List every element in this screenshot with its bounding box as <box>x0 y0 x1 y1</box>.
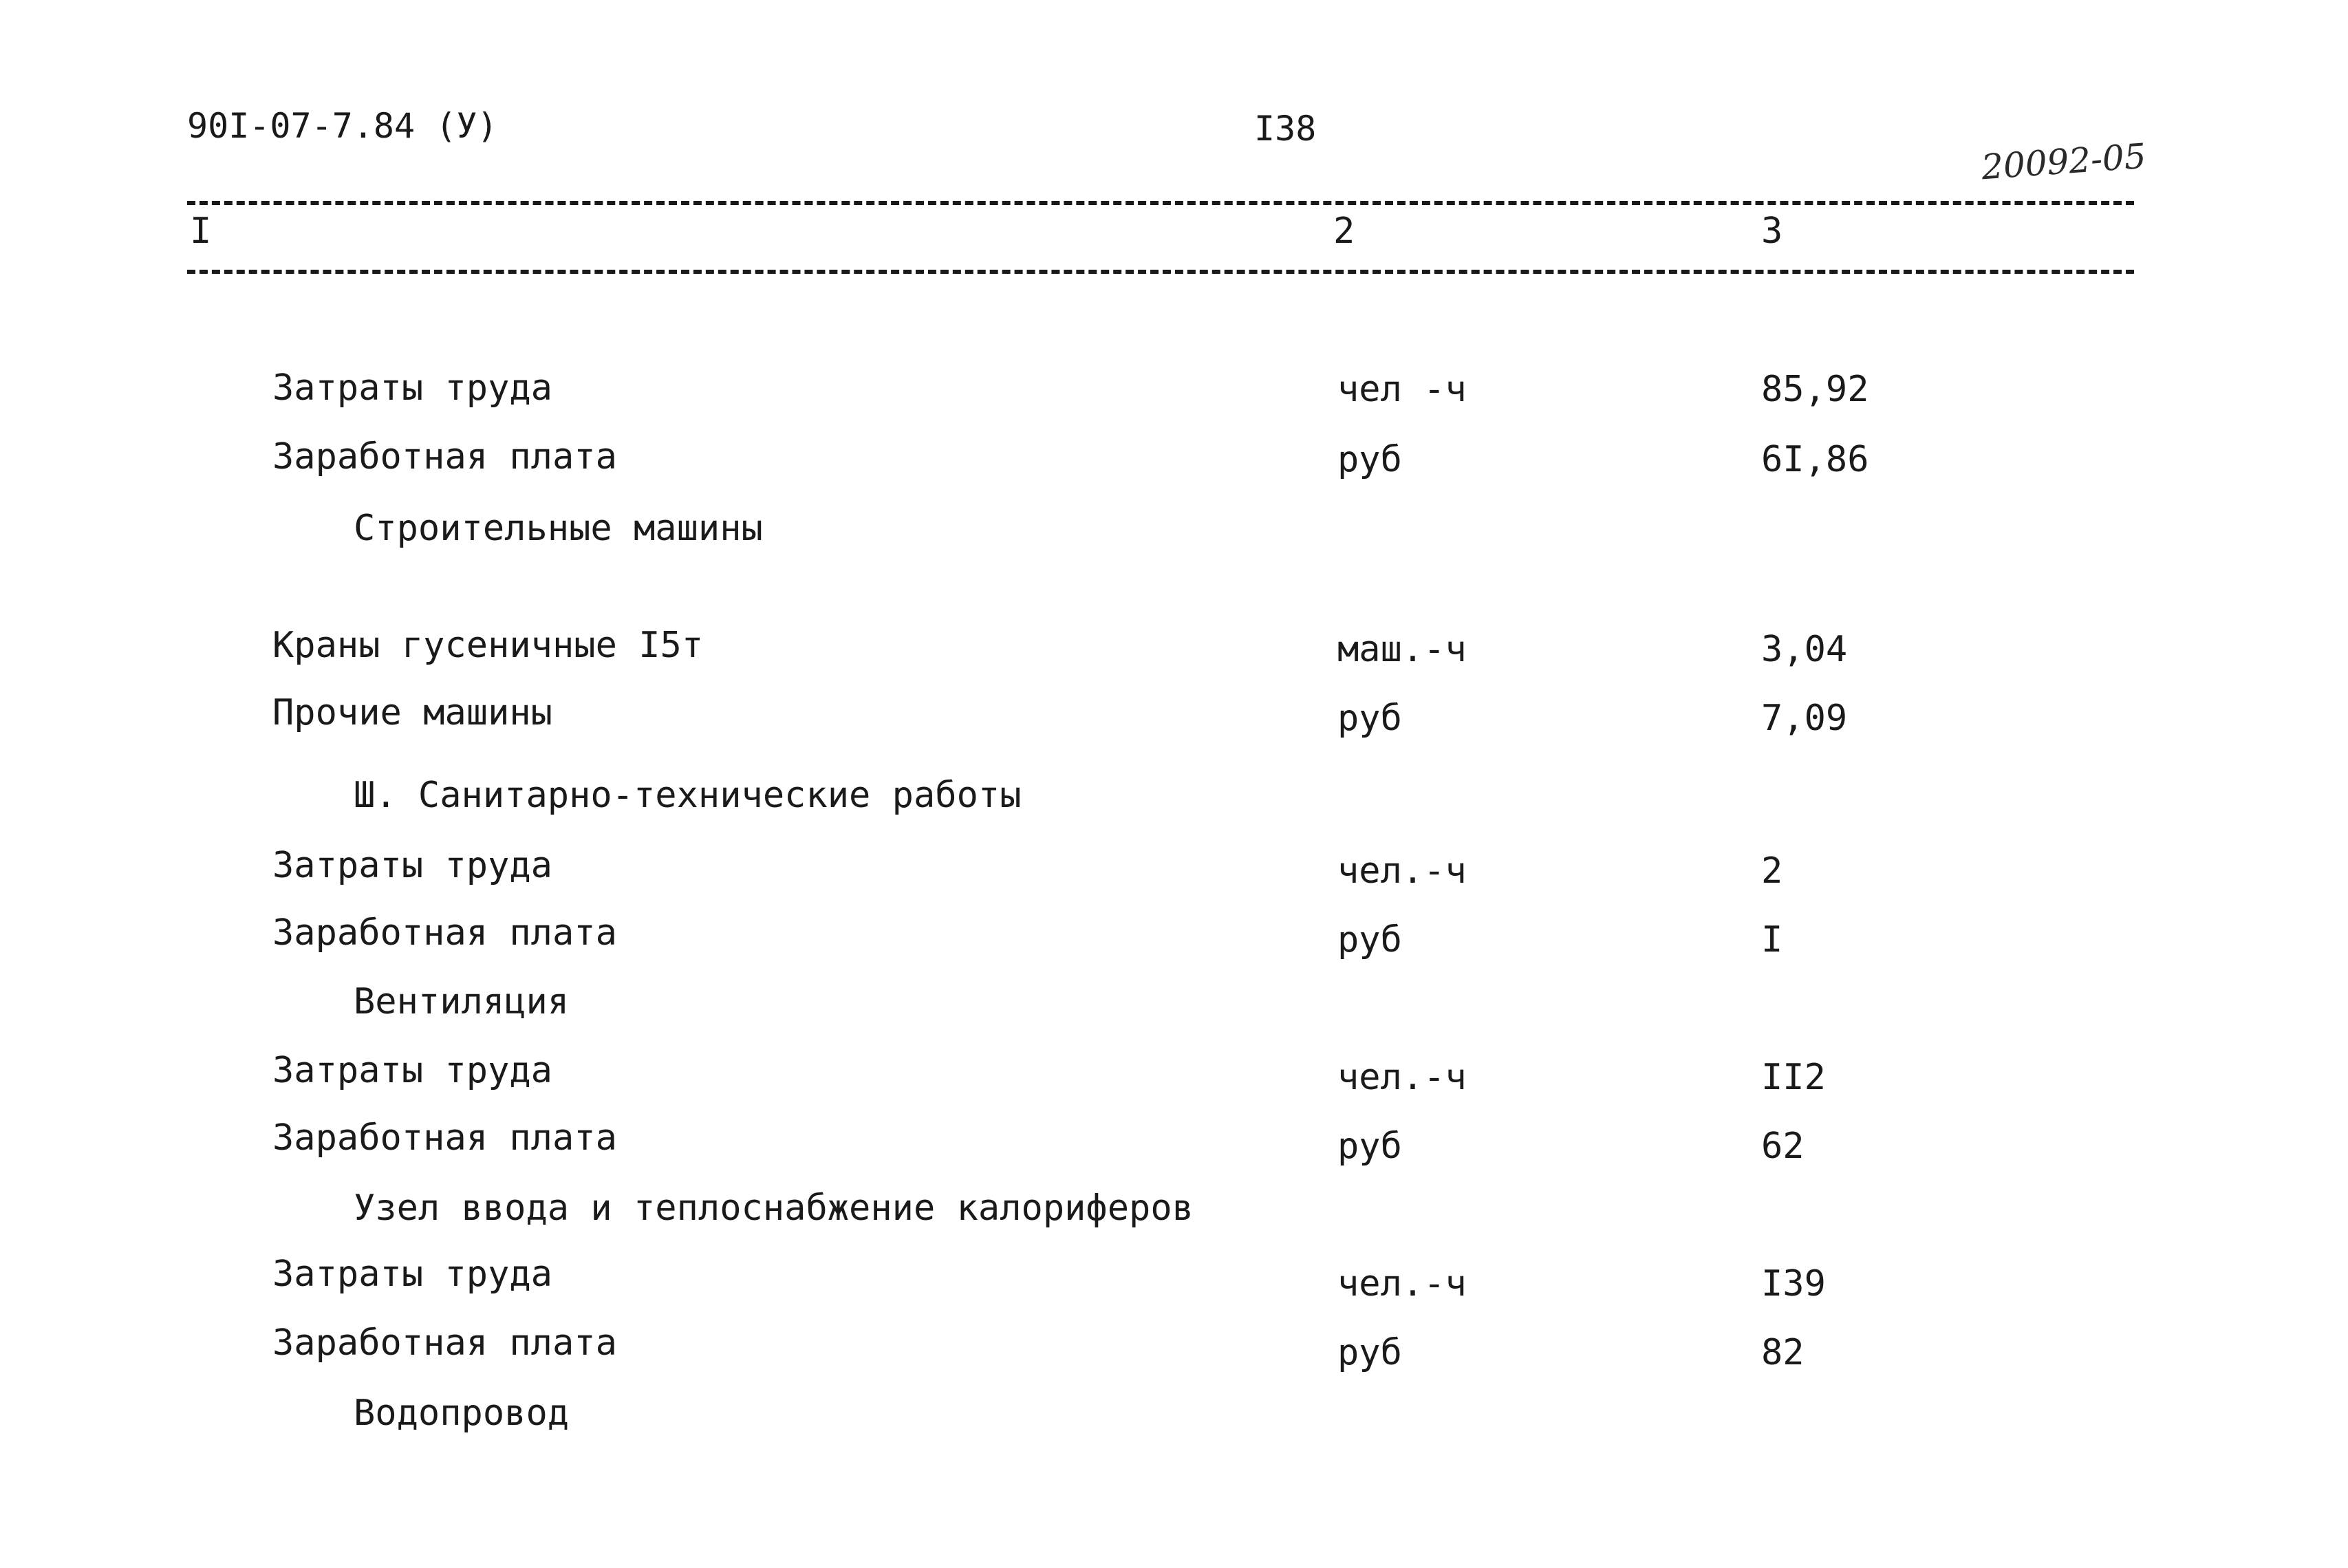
table-header-rule <box>187 270 2134 274</box>
handwritten-number: 20092-05 <box>1980 136 2148 188</box>
row-name: Затраты труда <box>272 367 552 409</box>
row-name: Заработная плата <box>272 912 617 954</box>
row-value: 62 <box>1761 1126 1805 1167</box>
row-value: II2 <box>1761 1057 1826 1098</box>
row-unit: чел.-ч <box>1337 1263 1467 1304</box>
row-name: Затраты труда <box>272 1050 552 1091</box>
row-unit: чел.-ч <box>1337 1057 1467 1098</box>
row-unit: руб <box>1337 439 1402 480</box>
section-heading: Строительные машины <box>354 508 763 549</box>
page-number: I38 <box>1254 109 1317 149</box>
row-value: I <box>1761 919 1783 960</box>
section-heading: Вентиляция <box>354 981 570 1022</box>
document-code: 90I-07-7.84 (У) <box>187 106 498 146</box>
row-value: 2 <box>1761 850 1783 892</box>
row-unit: руб <box>1337 1332 1402 1373</box>
section-heading: Узел ввода и теплоснабжение калориферов <box>354 1188 1194 1229</box>
row-name: Заработная плата <box>272 1322 617 1364</box>
row-name: Затраты труда <box>272 845 552 886</box>
row-unit: маш.-ч <box>1337 629 1467 670</box>
row-value: 7,09 <box>1761 698 1848 739</box>
section-heading: Ш. Санитарно-технические работы <box>354 775 1022 816</box>
row-name: Затраты труда <box>272 1254 552 1295</box>
row-value: 82 <box>1761 1332 1805 1373</box>
column-number-2: 2 <box>1333 211 1355 252</box>
section-heading: Водопровод <box>354 1393 570 1434</box>
row-value: 3,04 <box>1761 629 1848 670</box>
row-unit: руб <box>1337 698 1402 739</box>
row-value: I39 <box>1761 1263 1826 1304</box>
row-name: Заработная плата <box>272 436 617 477</box>
row-unit: чел.-ч <box>1337 850 1467 892</box>
row-name: Заработная плата <box>272 1117 617 1159</box>
row-unit: руб <box>1337 919 1402 960</box>
row-name: Прочие машины <box>272 692 552 733</box>
row-name: Краны гусеничные I5т <box>272 625 704 666</box>
column-number-1: I <box>190 211 212 252</box>
row-value: 85,92 <box>1761 369 1869 410</box>
row-unit: чел -ч <box>1337 369 1467 410</box>
table-top-rule <box>187 201 2134 205</box>
row-unit: руб <box>1337 1126 1402 1167</box>
column-number-3: 3 <box>1761 211 1783 252</box>
row-value: 6I,86 <box>1761 439 1869 480</box>
